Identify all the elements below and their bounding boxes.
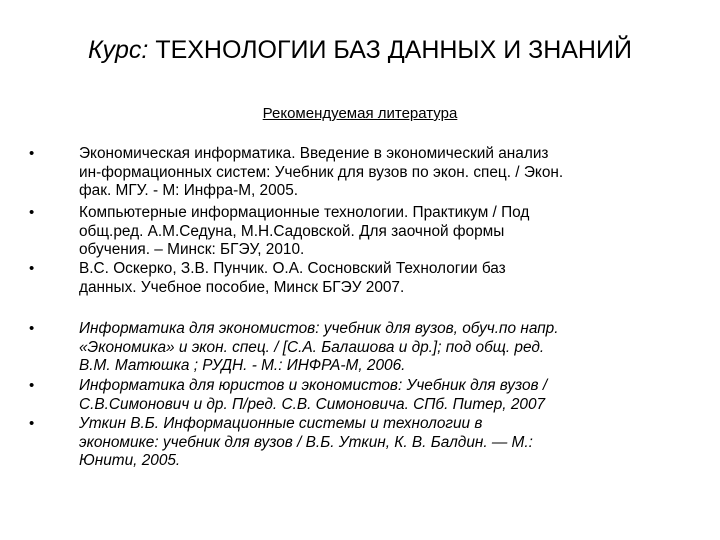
bullet-icon: •: [29, 260, 35, 277]
bullet-icon: •: [29, 204, 35, 221]
section-heading-text: Рекомендуемая литература: [262, 105, 458, 122]
bullet-icon: •: [29, 145, 35, 162]
bullet-icon: •: [29, 377, 35, 394]
course-label: Курс:: [88, 36, 149, 64]
course-name: ТЕХНОЛОГИИ БАЗ ДАННЫХ И ЗНАНИЙ: [155, 36, 632, 64]
reference-text: Информатика для экономистов: учебник для вузов, обуч.по напр. «Экономика» и экон. спец. / [С.А. Балашова и др.]; под общ. ред. В.М. Матюшка ; РУДН. - М.: ИНФРА-М, 2006.: [79, 320, 559, 374]
reference-text: В.С. Оскерко, З.В. Пунчик. О.А. Сосновский Технологии баз данных. Учебное пособие, Минск БГЭУ 2007.: [79, 260, 506, 296]
reference-text: Информатика для юристов и экономистов: Учебник для вузов / С.В.Симонович и др. П/ред. С.В. Симоновича. СПб. Питер, 2007: [79, 377, 548, 413]
slide-title: [0, 34, 720, 66]
bullet-icon: •: [29, 415, 35, 432]
bullet-icon: •: [29, 320, 35, 337]
reference-text: Компьютерные информационные технологии. Практикум / Под общ.ред. А.М.Седуна, М.Н.Садовской. Для заочной формы обучения. – Минск: БГЭУ, 2010.: [79, 204, 530, 258]
reference-text: Уткин В.Б. Информационные системы и технологии в экономике: учебник для вузов / В.Б. Уткин, К. В. Балдин. — М.: Юнити, 2005.: [79, 415, 533, 469]
reference-text: Экономическая информатика. Введение в экономический анализ ин-формационных систем: Учебник для вузов по экон. спец. / Экон. фак. МГУ. - М: Инфра-М, 2005.: [79, 145, 564, 199]
section-heading: [0, 104, 720, 123]
